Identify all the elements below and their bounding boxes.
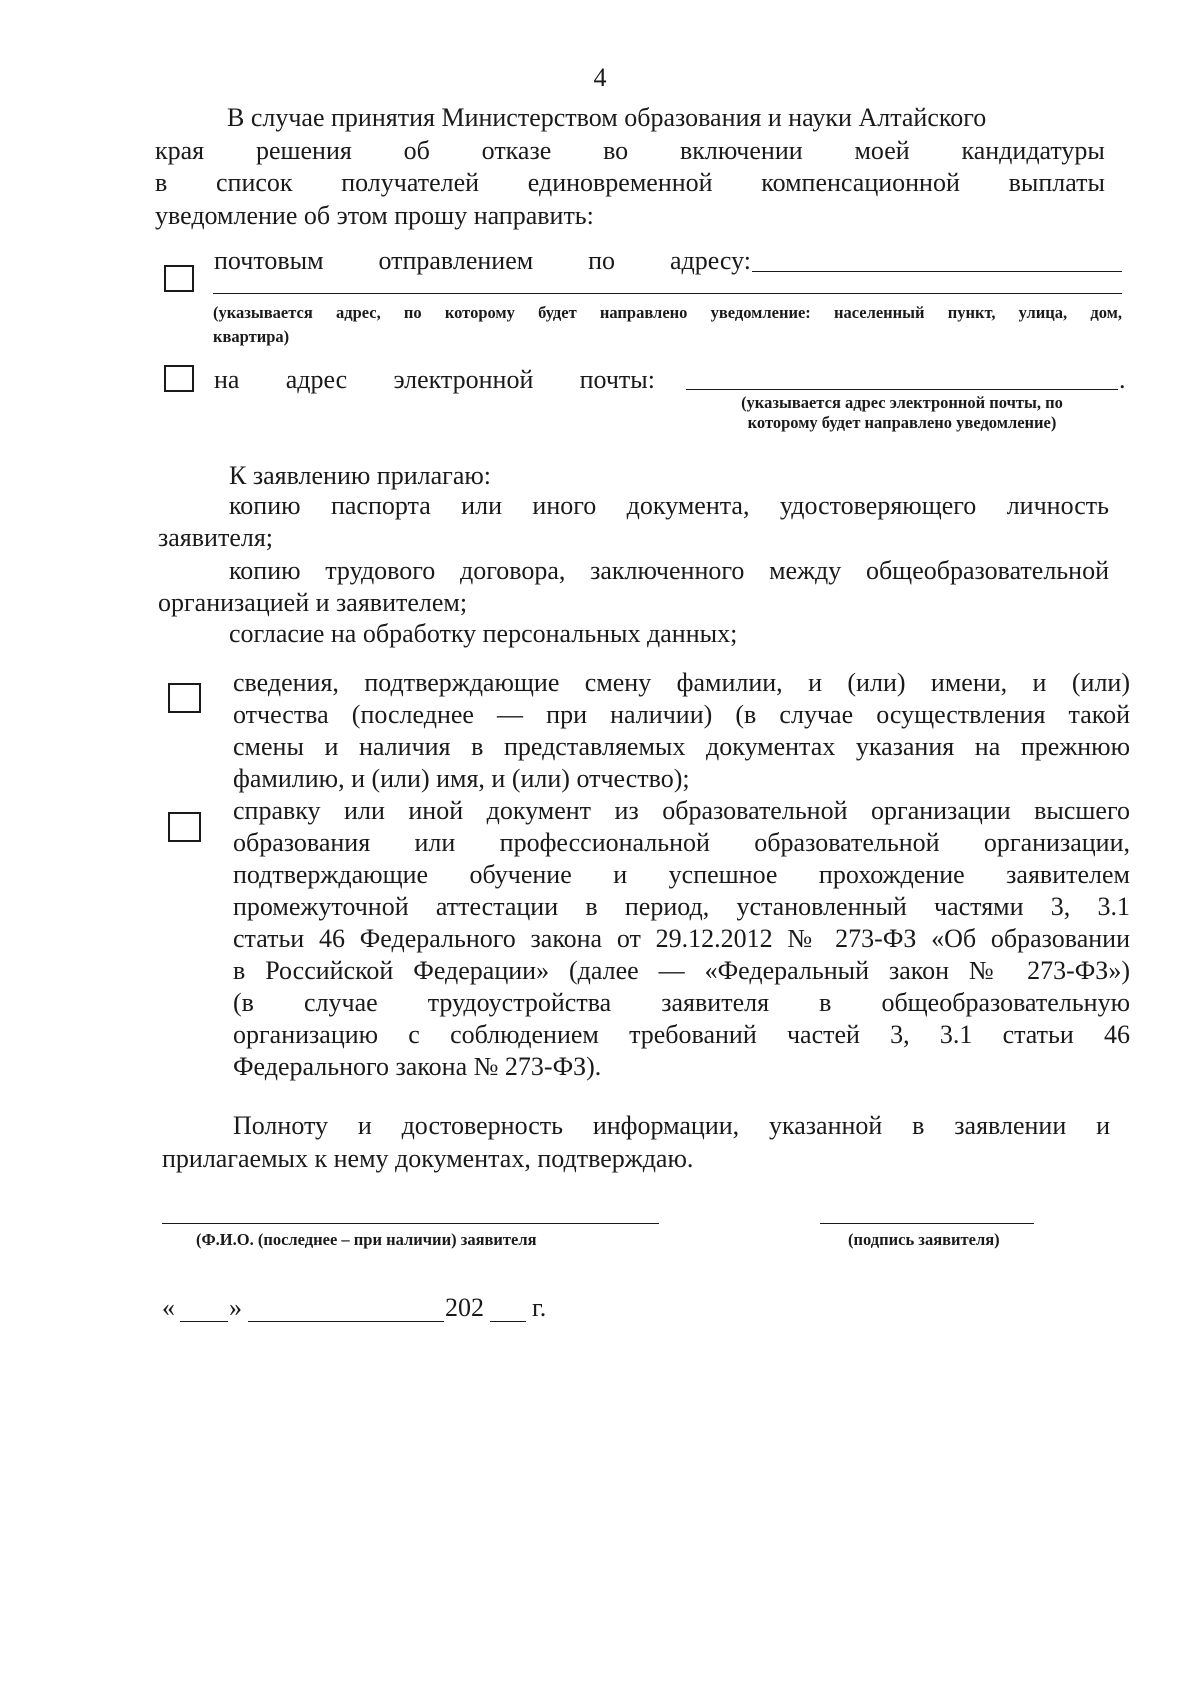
postal-label bbox=[214, 245, 751, 277]
postal-address-line-2[interactable] bbox=[213, 293, 1122, 294]
postal-hint-line-1: (указывается адрес, по которому будет направлено уведомление: населенный пункт, улица, дом, bbox=[213, 303, 1122, 322]
attachment-4 bbox=[233, 667, 1130, 795]
date-open-quote: « bbox=[162, 1293, 175, 1322]
intro-line-3-word: в bbox=[155, 168, 168, 197]
intro-line-3-word: единовременной bbox=[527, 168, 713, 197]
intro-line-3-word: выплаты bbox=[1008, 168, 1105, 197]
attachment-5-line-4: промежуточной аттестации в период, установленный частями 3, 3.1 bbox=[233, 892, 1130, 921]
study-certificate-checkbox[interactable] bbox=[168, 812, 201, 842]
email-label-word: электронной bbox=[393, 365, 534, 394]
name-caption: (Ф.И.О. (последнее – при наличии) заявителя bbox=[196, 1230, 537, 1249]
email-hint bbox=[686, 393, 1118, 433]
postal-label-word: почтовым bbox=[214, 246, 324, 275]
date-month-line[interactable] bbox=[248, 1321, 444, 1322]
intro-line-3 bbox=[155, 167, 1105, 199]
intro-line-3-word: список bbox=[215, 168, 293, 197]
email-label-word: почты: bbox=[579, 365, 655, 394]
intro-line-2 bbox=[155, 135, 1105, 167]
attachment-2-line-1: копию трудового договора, заключенного между общеобразовательной bbox=[229, 556, 1109, 585]
postal-label-word: отправлением bbox=[378, 246, 534, 275]
intro-line-3-word: компенсационной bbox=[761, 168, 960, 197]
intro-line-2-word: решения bbox=[255, 136, 352, 165]
attachment-5-line-3: подтверждающие обучение и успешное прохождение заявителем bbox=[233, 860, 1130, 889]
email-label-word: адрес bbox=[285, 365, 348, 394]
intro-line-2-word: кандидатуры bbox=[961, 136, 1105, 165]
attachment-5-line-1: справку или иной документ из образовательной организации высшего bbox=[233, 796, 1130, 825]
attachments-heading: К заявлению прилагаю: bbox=[229, 461, 492, 490]
attachment-4-line-3: смены и наличия в представляемых документах указания на прежнюю bbox=[233, 732, 1130, 761]
attachment-5-line-7: (в случае трудоустройства заявителя в общеобразовательную bbox=[233, 988, 1130, 1017]
intro-line-1: В случае принятия Министерством образования и науки Алтайского bbox=[227, 103, 987, 132]
attachment-5-line-6: в Российской Федерации» (далее — «Федеральный закон № 273-ФЗ») bbox=[233, 956, 1130, 985]
intro-line-2-word: отказе bbox=[481, 136, 552, 165]
intro-line-2-word: включении bbox=[679, 136, 803, 165]
postal-hint-line-2: квартира) bbox=[213, 327, 290, 346]
postal-label-word: по bbox=[588, 246, 616, 275]
date-day-line[interactable] bbox=[180, 1321, 228, 1322]
attachment-4-line-1: сведения, подтверждающие смену фамилии, и (или) имени, и (или) bbox=[233, 668, 1130, 697]
email-checkbox[interactable] bbox=[164, 365, 194, 392]
intro-line-2-word: края bbox=[155, 136, 205, 165]
attachment-4-line-2: отчества (последнее — при наличии) (в случае осуществления такой bbox=[233, 700, 1130, 729]
attachment-5-line-8: организацию с соблюдением требований частей 3, 3.1 статьи 46 bbox=[233, 1020, 1130, 1049]
page-number: 4 bbox=[593, 63, 607, 92]
name-signature-line[interactable] bbox=[162, 1223, 659, 1224]
attachment-5-line-5: статьи 46 Федерального закона от 29.12.2012 № 273-ФЗ «Об образовании bbox=[233, 924, 1130, 953]
date-close-quote: » bbox=[229, 1293, 242, 1322]
email-label-word: на bbox=[214, 365, 240, 394]
email-hint-line-1: (указывается адрес электронной почты, по bbox=[741, 393, 1063, 412]
intro-line-2-word: во bbox=[603, 136, 629, 165]
intro-line-3-word: получателей bbox=[341, 168, 480, 197]
confirmation-line-2: прилагаемых к нему документах, подтверждаю. bbox=[162, 1144, 694, 1173]
postal-label-word: адресу: bbox=[669, 246, 751, 275]
intro-line-2-word: моей bbox=[854, 136, 910, 165]
attachment-2-line-2: организацией и заявителем; bbox=[158, 588, 468, 617]
attachment-4-line-4: фамилию, и (или) имя, и (или) отчество); bbox=[233, 764, 690, 793]
attachment-5 bbox=[233, 795, 1130, 1083]
postal-address-line-1[interactable] bbox=[752, 271, 1122, 272]
signature-line[interactable] bbox=[820, 1223, 1034, 1224]
date-year-line[interactable] bbox=[490, 1321, 526, 1322]
date-year-suffix: г. bbox=[532, 1293, 547, 1322]
email-address-line[interactable] bbox=[686, 389, 1118, 390]
confirmation-line-1: Полноту и достоверность информации, указанной в заявлении и bbox=[233, 1111, 1110, 1140]
attachment-1-line-2: заявителя; bbox=[158, 523, 274, 552]
attachment-5-line-9: Федерального закона № 273-ФЗ). bbox=[233, 1052, 602, 1081]
email-label bbox=[214, 364, 655, 396]
intro-line-4: уведомление об этом прошу направить: bbox=[155, 201, 594, 230]
email-dot: . bbox=[1119, 365, 1126, 394]
signature-caption: (подпись заявителя) bbox=[848, 1230, 1000, 1249]
email-hint-line-2: которому будет направлено уведомление) bbox=[747, 413, 1057, 432]
postal-checkbox[interactable] bbox=[164, 265, 194, 292]
name-change-checkbox[interactable] bbox=[168, 683, 201, 713]
attachment-3: согласие на обработку персональных данных; bbox=[229, 619, 738, 648]
attachment-1-line-1: копию паспорта или иного документа, удостоверяющего личность bbox=[229, 491, 1109, 520]
date-year-prefix: 202 bbox=[445, 1293, 484, 1322]
intro-line-2-word: об bbox=[403, 136, 430, 165]
attachment-5-line-2: образования или профессиональной образовательной организации, bbox=[233, 828, 1130, 857]
